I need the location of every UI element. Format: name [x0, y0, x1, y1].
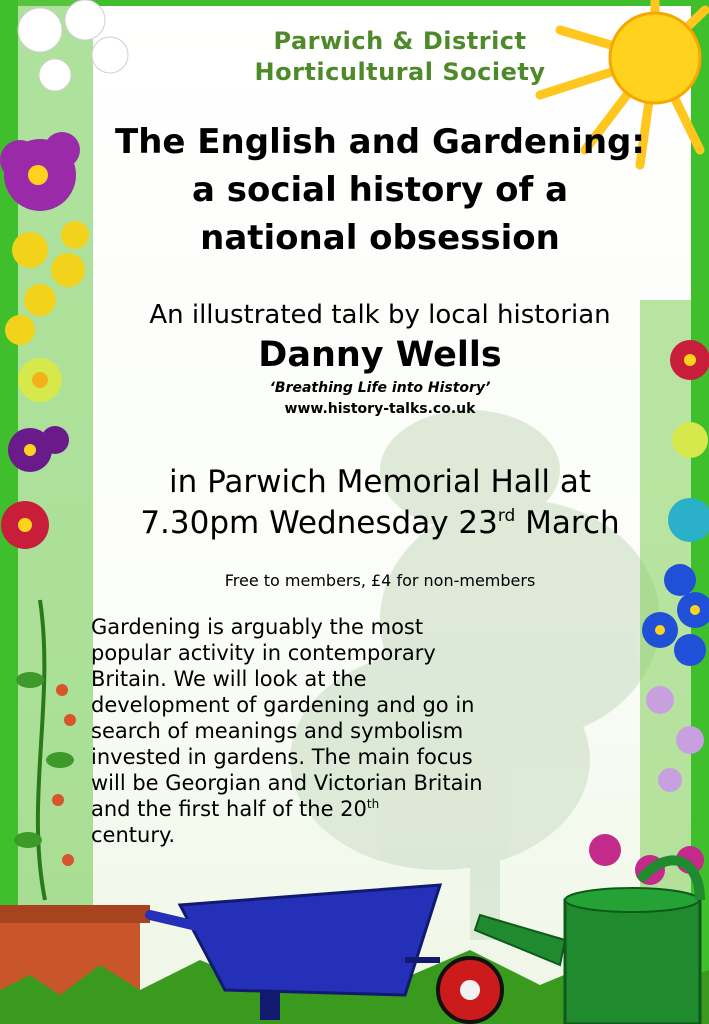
society-name-line-1: Parwich & District	[273, 27, 527, 55]
talk-description	[91, 614, 591, 848]
speaker-website: www.history-talks.co.uk	[284, 401, 476, 417]
top-green-border	[0, 0, 709, 6]
description-line-7: will be Georgian and Victorian Britain	[91, 771, 483, 795]
event-date-time-main: 7.30pm Wednesday 23	[140, 505, 498, 541]
speaker-tagline: ‘Breathing Life into History’	[269, 380, 491, 396]
description-line-5: search of meanings and symbolism	[91, 719, 464, 743]
talk-title	[70, 118, 690, 262]
description-line-8-main: and the first half of the 20	[91, 797, 367, 821]
description-line-9: century.	[91, 823, 176, 847]
society-name	[140, 26, 660, 88]
speaker-intro: An illustrated talk by local historian	[149, 300, 611, 330]
talk-title-line-2: a social history of a	[191, 170, 569, 210]
talk-title-line-3: national obsession	[200, 218, 560, 258]
society-name-line-2: Horticultural Society	[254, 58, 546, 86]
description-line-8	[91, 796, 591, 822]
event-venue: in Parwich Memorial Hall at	[168, 464, 591, 500]
event-date-time	[80, 503, 680, 543]
speaker-name: Danny Wells	[258, 335, 502, 375]
event-date-month: March	[515, 505, 620, 541]
description-line-8-ordinal: th	[366, 797, 380, 811]
description-line-3: Britain. We will look at the	[91, 667, 367, 691]
description-line-6: invested in gardens. The main focus	[91, 745, 473, 769]
talk-title-line-1: The English and Gardening:	[115, 122, 645, 162]
description-line-1: Gardening is arguably the most	[91, 615, 424, 639]
description-line-2: popular activity in contemporary	[91, 641, 436, 665]
event-price: Free to members, £4 for non-members	[224, 571, 536, 590]
description-line-4: development of gardening and go in	[91, 693, 475, 717]
event-date-ordinal: rd	[497, 506, 516, 526]
